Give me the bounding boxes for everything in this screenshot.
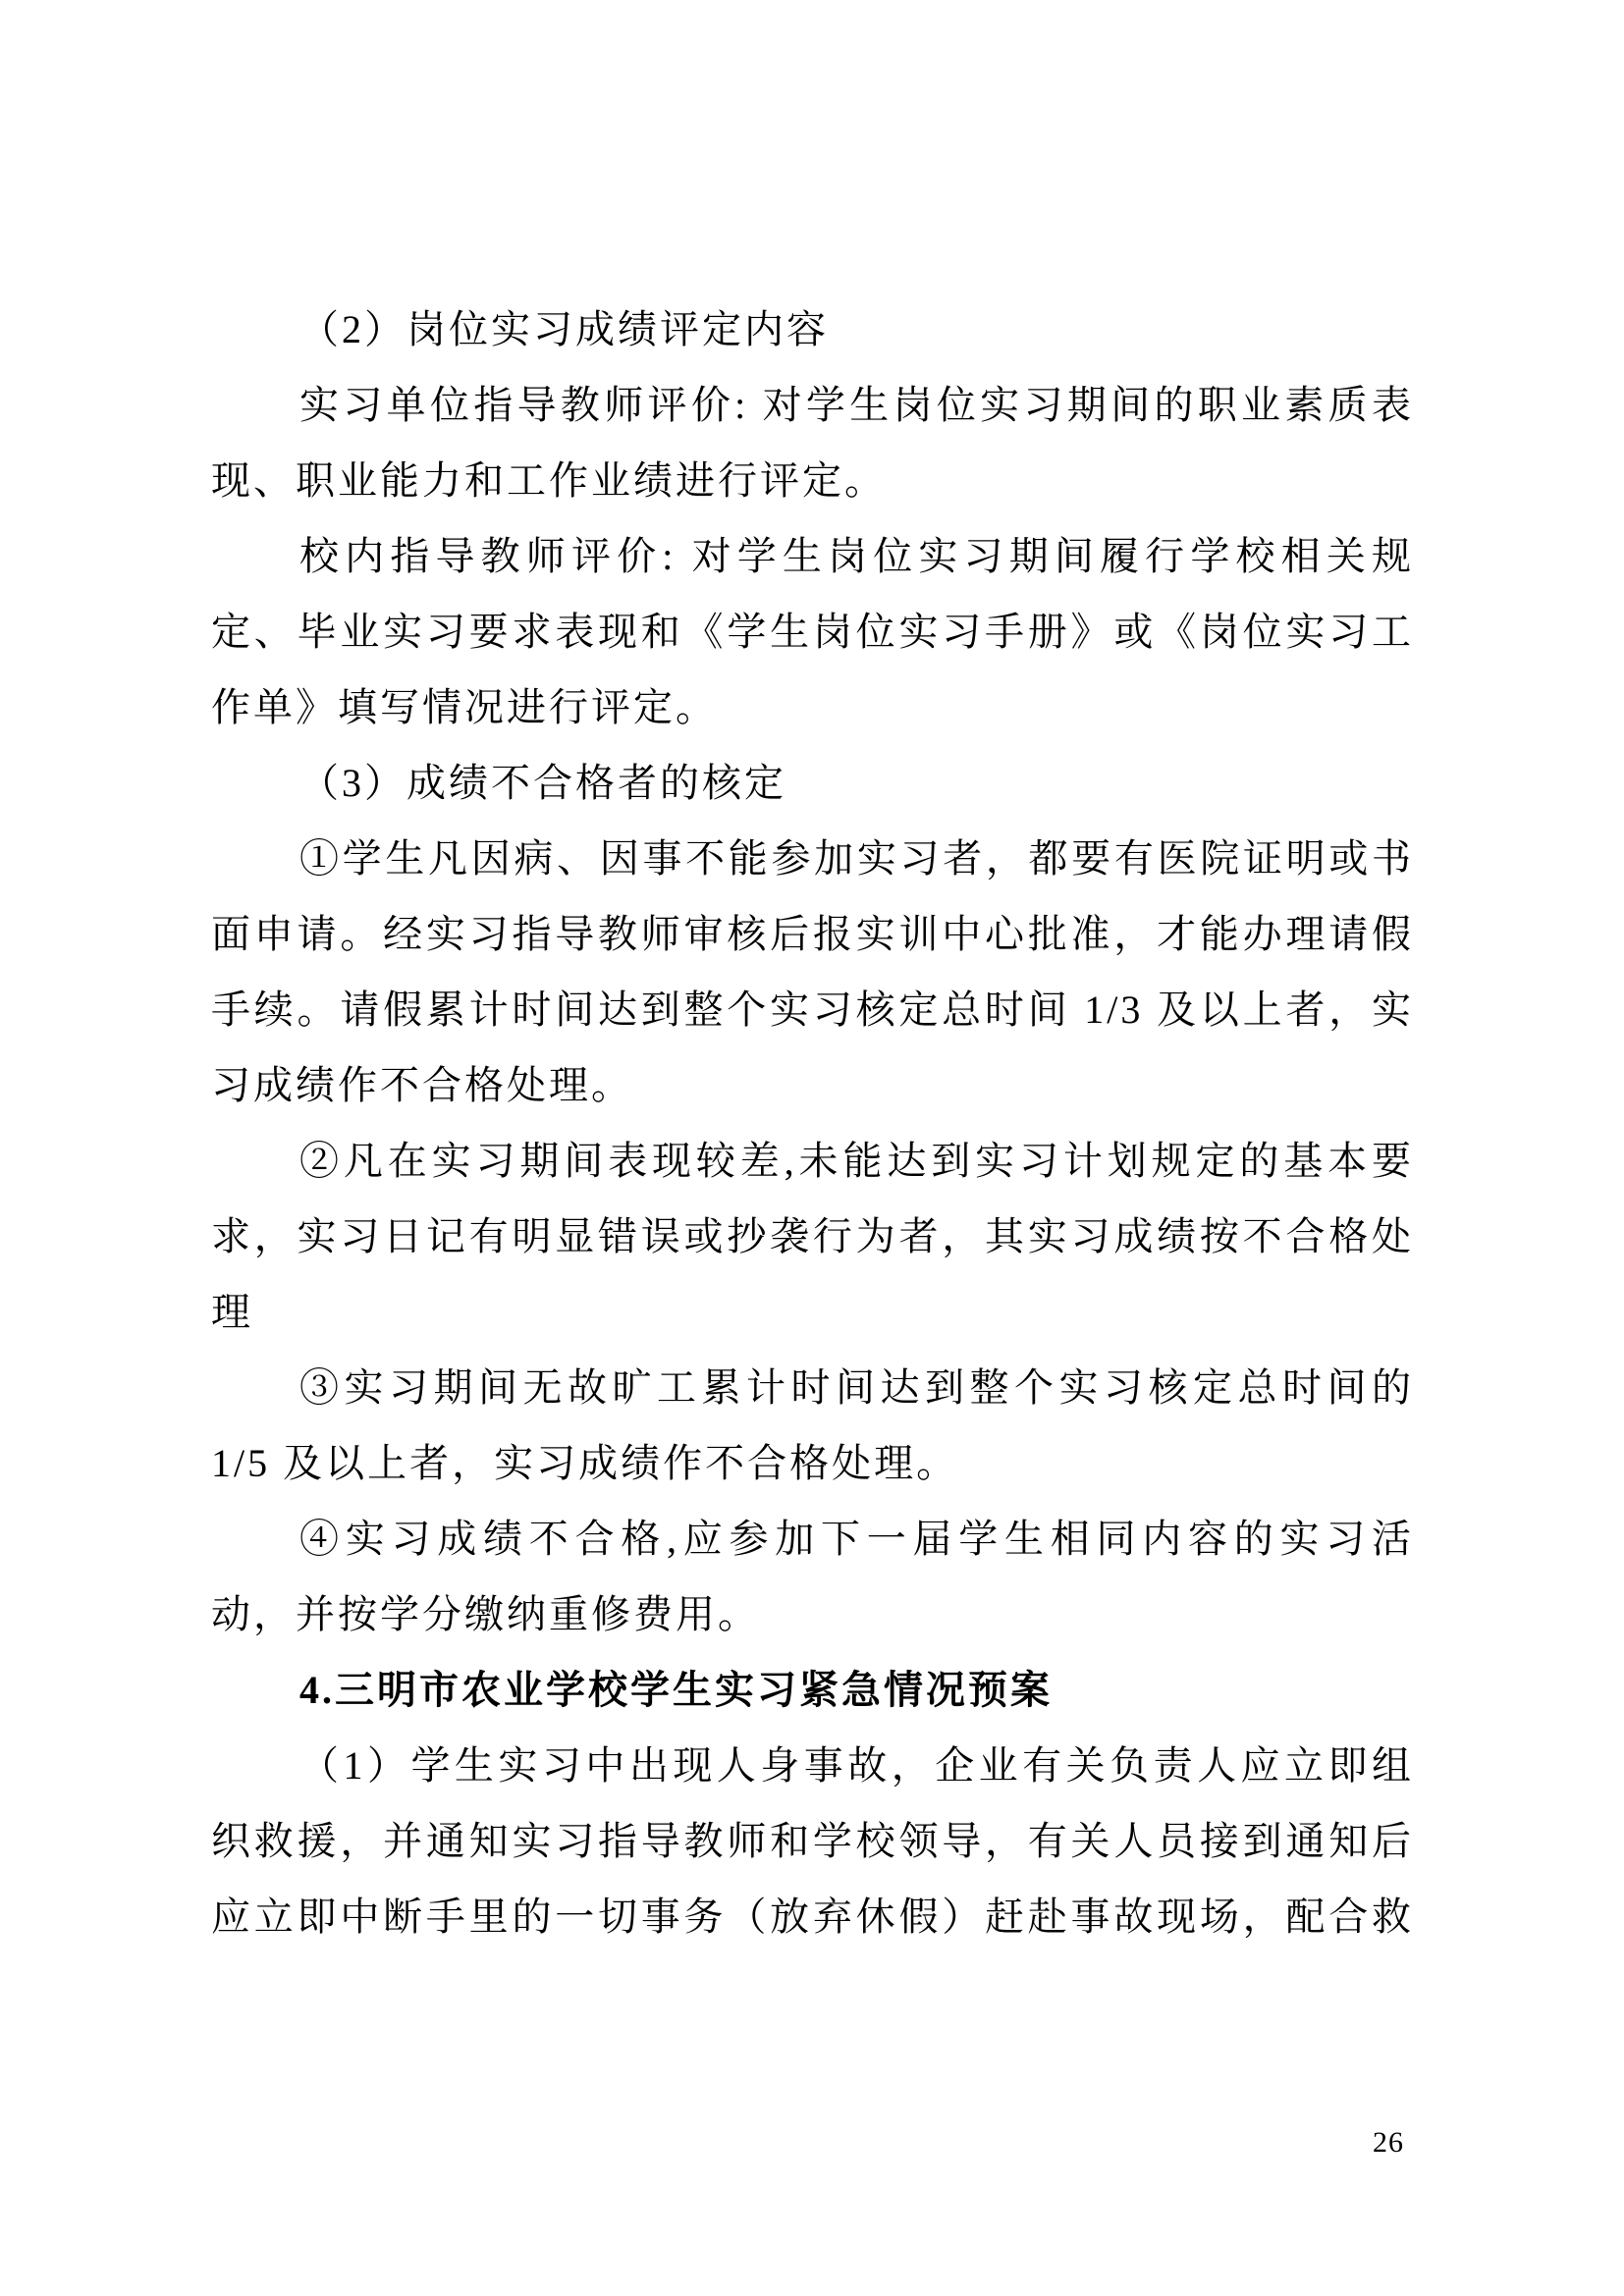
text-line: 求，实习日记有明显错误或抄袭行为者，其实习成绩按不合格处 bbox=[211, 1214, 1414, 1258]
text-line: ②凡在实习期间表现较差,未能达到实习计划规定的基本要 bbox=[299, 1139, 1414, 1183]
text-line: 作单》填写情况进行评定。 bbox=[211, 685, 718, 729]
text-line: 校内指导教师评价: 对学生岗位实习期间履行学校相关规 bbox=[299, 534, 1414, 578]
text-line: ④实习成绩不合格,应参加下一届学生相同内容的实习活 bbox=[299, 1517, 1414, 1561]
text-line: （3）成绩不合格者的核定 bbox=[299, 761, 786, 805]
text-line: 1/5 及以上者，实习成绩作不合格处理。 bbox=[211, 1441, 959, 1485]
text-line: 面申请。经实习指导教师审核后报实训中心批准，才能办理请假 bbox=[211, 912, 1414, 956]
text-line: 手续。请假累计时间达到整个实习核定总时间 1/3 及以上者，实 bbox=[211, 988, 1414, 1032]
text-line: 织救援，并通知实习指导教师和学校领导，有关人员接到通知后 bbox=[211, 1819, 1414, 1863]
text-line: （1）学生实习中出现人身事故，企业有关负责人应立即组 bbox=[299, 1743, 1414, 1788]
document-body bbox=[211, 292, 1414, 1954]
text-line: 动，并按学分缴纳重修费用。 bbox=[211, 1592, 760, 1636]
text-line: 现、职业能力和工作业绩进行评定。 bbox=[211, 458, 887, 503]
text-line: 应立即中断手里的一切事务（放弃休假）赶赴事故现场，配合救 bbox=[211, 1895, 1414, 1939]
text-line: （2）岗位实习成绩评定内容 bbox=[299, 307, 829, 351]
text-line: 习成绩作不合格处理。 bbox=[211, 1063, 633, 1107]
text-line: 实习单位指导教师评价: 对学生岗位实习期间的职业素质表 bbox=[299, 383, 1414, 427]
text-line: 理 bbox=[211, 1290, 253, 1334]
page-number: 26 bbox=[1373, 2126, 1404, 2159]
text-line: ③实习期间无故旷工累计时间达到整个实习核定总时间的 bbox=[299, 1365, 1414, 1410]
text-line: ①学生凡因病、因事不能参加实习者，都要有医院证明或书 bbox=[299, 836, 1414, 881]
text-line: 定、毕业实习要求表现和《学生岗位实习手册》或《岗位实习工 bbox=[211, 610, 1414, 654]
section-heading: 4.三明市农业学校学生实习紧急情况预案 bbox=[299, 1668, 1053, 1712]
